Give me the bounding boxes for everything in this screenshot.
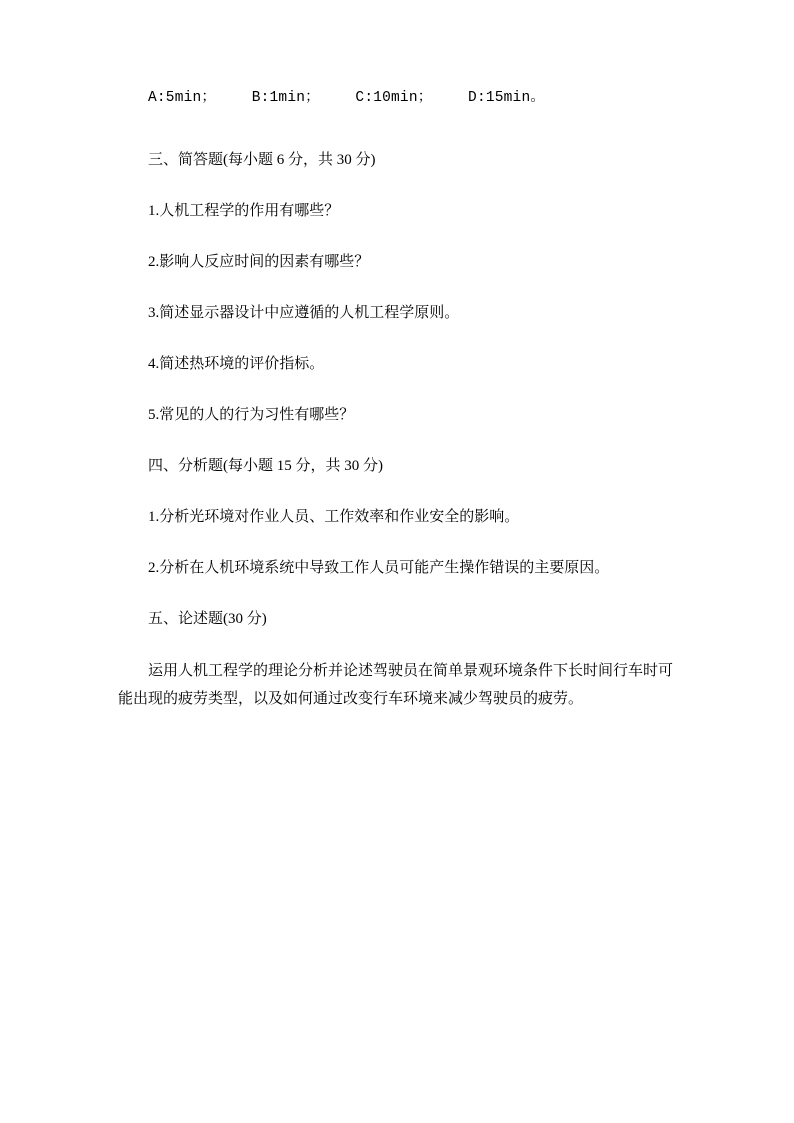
section-heading-essay: 五、论述题(30 分) [148, 610, 267, 627]
short-answer-question-5: 5.常见的人的行为习性有哪些？ [148, 406, 355, 423]
analysis-question-2: 2.分析在人机环境系统中导致工作人员可能产生操作错误的主要原因。 [148, 559, 610, 576]
analysis-question-1: 1.分析光环境对作业人员、工作效率和作业安全的影响。 [148, 508, 520, 525]
document-body [118, 88, 678, 713]
short-answer-question-3: 3.简述显示器设计中应遵循的人机工程学原则。 [148, 304, 460, 321]
section-heading-analysis: 四、分析题(每小题 15 分，共 30 分) [148, 457, 383, 474]
essay-paragraph-text: 运用人机工程学的理论分析并论述驾驶员在简单景观环境条件下长时间行车时可能出现的疲劳类型，以及如何通过改变行车环境来减少驾驶员的疲劳。 [118, 662, 674, 707]
essay-paragraph [118, 658, 678, 714]
short-answer-question-2: 2.影响人反应时间的因素有哪些？ [148, 253, 370, 270]
short-answer-question-4: 4.简述热环境的评价指标。 [148, 355, 325, 372]
multiple-choice-options: A:5min； B:1min； C:10min； D:15min。 [148, 90, 546, 106]
short-answer-question-1: 1.人机工程学的作用有哪些？ [148, 202, 340, 219]
section-heading-short-answer: 三、简答题(每小题 6 分，共 30 分) [148, 151, 376, 168]
